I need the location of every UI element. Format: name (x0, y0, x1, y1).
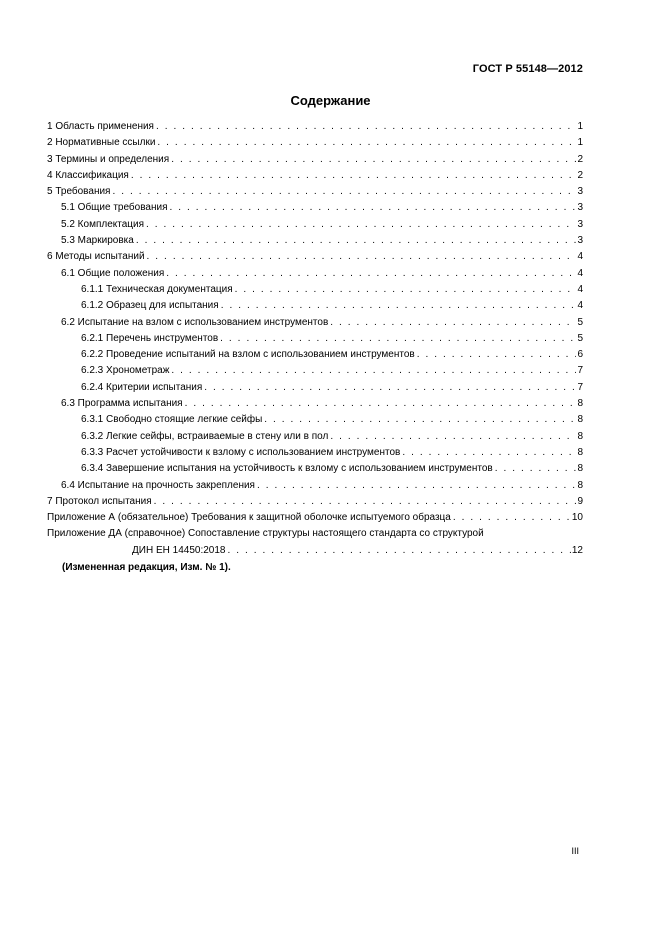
toc-entry-page: 8 (577, 446, 583, 458)
toc-entry-label: 6.3.1 Свободно стоящие легкие сейфы (81, 414, 263, 426)
toc-entry-label: 6.3 Программа испытания (61, 398, 183, 410)
toc-entry-label: 1 Область применения (47, 121, 154, 132)
toc-entry[interactable] (47, 331, 583, 347)
toc-entry-page: 7 (577, 381, 583, 393)
toc-entry-page: 2 (577, 153, 583, 165)
leader-dots (156, 119, 576, 135)
toc-entry-label: 6.3.3 Расчет устойчивости к взлому с использованием инструментов (81, 446, 401, 458)
toc-entry-label: 7 Протокол испытания (47, 495, 152, 507)
leader-dots (147, 249, 577, 265)
toc-entry[interactable] (47, 217, 583, 233)
toc-entry-label: Приложение А (обязательное) Требования к защитной оболочке испытуемого образца (47, 512, 451, 524)
leader-dots (166, 266, 576, 282)
toc-entry-page: 8 (577, 430, 583, 442)
toc-entry-page: 3 (577, 218, 583, 230)
toc-entry[interactable] (47, 396, 583, 412)
toc-entry-page: 4 (577, 251, 583, 263)
toc-entry-label: 6.2.3 Хронометраж (81, 365, 170, 377)
toc-entry-page: 4 (577, 267, 583, 279)
toc-entry-label: 5.2 Комплектация (61, 218, 144, 230)
toc-entry-page: 4 (577, 283, 583, 295)
toc-entry[interactable] (47, 315, 583, 331)
toc-entry[interactable] (47, 363, 583, 379)
toc-entry[interactable] (47, 152, 583, 168)
leader-dots (157, 135, 576, 151)
leader-dots (402, 445, 576, 461)
toc-entry[interactable] (47, 119, 583, 135)
leader-dots (264, 412, 576, 428)
toc-entry-label: 6.3.2 Легкие сейфы, встраиваемые в стену или в пол (81, 430, 329, 442)
toc-entry[interactable] (47, 200, 583, 216)
toc-entry[interactable] (47, 347, 583, 363)
toc-entry-page: 3 (577, 186, 583, 198)
toc-entry-page: 5 (577, 332, 583, 344)
toc-entry-page: 8 (577, 398, 583, 410)
toc-entry[interactable] (47, 380, 583, 396)
toc-entry-label: 6.1 Общие положения (61, 267, 165, 279)
toc-entry-page: 5 (577, 316, 583, 328)
toc-entry-label-cont: ДИН ЕН 14450:2018 (132, 544, 226, 556)
leader-dots (146, 217, 576, 233)
leader-dots (170, 200, 577, 216)
toc-entry-label: 6.1.2 Образец для испытания (81, 300, 219, 312)
toc-entry-label: 5 Требования (47, 186, 111, 198)
toc-entry-page: 3 (577, 235, 583, 247)
toc-entry-label: 6.2.2 Проведение испытаний на взлом с использованием инструментов (81, 349, 415, 361)
toc-entry-label: 4 Классификация (47, 169, 129, 181)
toc-entry[interactable] (47, 184, 583, 200)
leader-dots (154, 494, 577, 510)
toc-entry-label: 6.1.1 Техническая документация (81, 283, 233, 295)
toc-entry[interactable] (47, 135, 583, 151)
toc-entry-label: 5.1 Общие требования (61, 202, 168, 214)
toc-entry-label: Приложение ДА (справочное) Сопоставление структуры настоящего стандарта со структурой (47, 528, 484, 540)
toc-entry-label: 6.2 Испытание на взлом с использованием инструментов (61, 316, 329, 328)
leader-dots (171, 363, 576, 379)
toc-entry[interactable] (47, 510, 583, 526)
leader-dots (257, 478, 576, 494)
page-title: Содержание (290, 93, 371, 108)
leader-dots (171, 152, 576, 168)
leader-dots (453, 510, 571, 526)
leader-dots (185, 396, 577, 412)
leader-dots (330, 429, 576, 445)
toc-entry[interactable] (47, 526, 583, 542)
toc-entry-page: 9 (577, 495, 583, 507)
toc-entry-page: 8 (577, 479, 583, 491)
toc-entry-label: 6 Методы испытаний (47, 251, 145, 263)
toc-entry-label: 3 Термины и определения (47, 153, 170, 165)
toc-entry-label: 6.2.1 Перечень инструментов (81, 332, 219, 344)
leader-dots (112, 184, 576, 200)
toc-entry-label: 6.3.4 Завершение испытания на устойчивость к взлому с использованием инструментов (81, 463, 493, 475)
toc-entry[interactable] (47, 412, 583, 428)
leader-dots (136, 233, 577, 249)
leader-dots (221, 298, 577, 314)
toc-entry-label: 6.2.4 Критерии испытания (81, 381, 203, 393)
toc-entry-label: 5.3 Маркировка (61, 235, 134, 247)
toc-entry-label: 6.4 Испытание на прочность закрепления (61, 479, 255, 491)
leader-dots (417, 347, 577, 363)
toc-entry-label: 2 Нормативные ссылки (47, 137, 156, 149)
toc-entry-page: 10 (571, 512, 583, 524)
toc-entry-page: 3 (577, 202, 583, 214)
page-number: III (571, 846, 579, 856)
toc-entry-page: 2 (577, 169, 583, 181)
amendment-note: (Измененная редакция, Изм. № 1). (62, 562, 231, 573)
toc-entry-page: 12 (571, 544, 583, 556)
leader-dots (495, 461, 577, 477)
toc-entry[interactable] (47, 445, 583, 461)
leader-dots (227, 543, 570, 559)
leader-dots (220, 331, 576, 347)
toc-entry-page: 7 (577, 365, 583, 377)
toc-entry-page: 1 (577, 121, 583, 132)
leader-dots (330, 315, 576, 331)
toc-entry[interactable] (47, 494, 583, 510)
toc-entry-page: 8 (577, 463, 583, 475)
toc-entry[interactable] (47, 168, 583, 184)
toc-entry-continuation[interactable] (47, 543, 583, 559)
toc-entry[interactable] (47, 461, 583, 477)
table-of-contents (47, 119, 583, 559)
toc-entry[interactable] (47, 249, 583, 265)
toc-entry[interactable] (47, 478, 583, 494)
toc-entry[interactable] (47, 282, 583, 298)
toc-entry-page: 4 (577, 300, 583, 312)
leader-dots (235, 282, 577, 298)
toc-entry[interactable] (47, 298, 583, 314)
toc-entry-page: 1 (577, 137, 583, 149)
toc-entry[interactable] (47, 233, 583, 249)
leader-dots (204, 380, 576, 396)
toc-entry[interactable] (47, 429, 583, 445)
toc-entry-page: 6 (577, 349, 583, 361)
document-code: ГОСТ Р 55148—2012 (472, 63, 583, 75)
toc-entry-page: 8 (577, 414, 583, 426)
toc-entry[interactable] (47, 266, 583, 282)
leader-dots (131, 168, 577, 184)
